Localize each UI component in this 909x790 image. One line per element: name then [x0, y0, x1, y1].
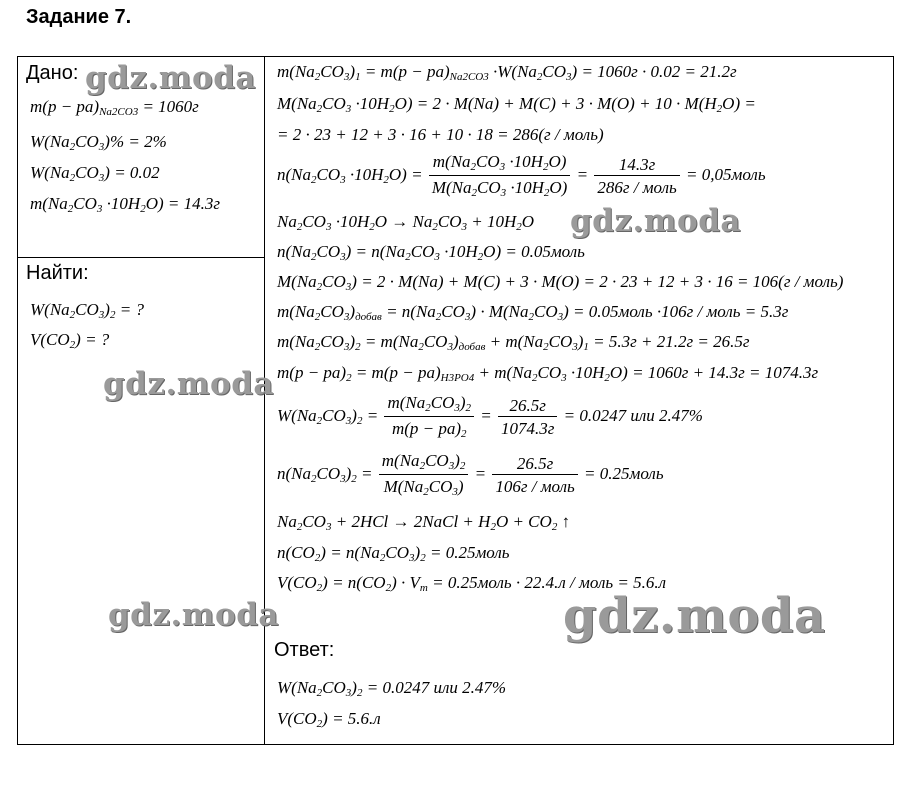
- fraction: $\frac{26.5г}{1074.3г}$: [498, 397, 557, 437]
- solution-line: $M(Na_2CO_3 \cdot 10H_2O) = 2 \cdot M(Na) + M(C) + 3 \cdot M(O) + 10 \cdot M(H_2O)$ =: [277, 94, 756, 115]
- watermark: gdz.moda: [103, 366, 274, 402]
- solution-line: $Na_2CO_3 + 2HCl$ → 2NaCl + $H_2O + CO_2$ ↑: [277, 512, 571, 533]
- solution-line: $M(Na_2CO_3) = 2 \cdot M(Na) + M(C) + 3 \cdot M(O) = 2 \cdot 23 + 12 + 3 \cdot 16 = 106(г$ / моль): [277, 272, 844, 293]
- solution-fraction-line: $W(Na_2CO_3)_2$ = $\frac{m(Na_2CO_3)_2}{m(p - pa)_2}$ = $\frac{26.5г}{1074.3г}$ = 0.0247 или 2.47%: [277, 393, 703, 440]
- watermark: gdz.moda: [85, 60, 256, 96]
- fraction: $\frac{26.5г}{\text{106г / моль}}$: [492, 455, 577, 495]
- solution-line: $m(Na_2CO_3)_2 = m(Na_2CO_3)_{добав} + m(Na_2CO_3)_1 = 5.3г + 21.2г = 26.5г$: [277, 332, 750, 353]
- given-line: $m(p - pa)_{Na2CO3} = 1060г$: [30, 97, 199, 118]
- given-line: $W(Na_2CO_3) = 0.02$: [30, 163, 160, 184]
- solution-line: $n(Na_2CO_3) = n(Na_2CO_3 \cdot 10H_2O)$ = 0.05моль: [277, 242, 585, 263]
- table-divider-horizontal: [17, 257, 265, 258]
- fraction: $\frac{m(Na_2CO_3 \cdot 10H_2O)}{M(Na_2CO_3 \cdot 10H_2O)}$: [429, 153, 571, 199]
- watermark: gdz.moda: [108, 597, 279, 633]
- answer-line: $V(CO_2) = 5.6.л$: [277, 709, 381, 730]
- answer-header: Ответ:: [274, 639, 335, 661]
- solution-line: $m(Na_2CO_3)_{добав} = n(Na_2CO_3) \cdot M(Na_2CO_3)$ = 0.05моль ·106г / моль = 5.3г: [277, 302, 789, 323]
- find-line: $V(CO_2)$ = ?: [30, 330, 110, 351]
- solution-line: $Na_2CO_3 \cdot 10H_2O \to Na_2CO_3 + 10H_2O$: [277, 212, 535, 233]
- fraction: $\frac{14.3г}{\text{286г / моль}}$: [594, 156, 679, 196]
- solution-line: $V(CO_2) = n(CO_2) \cdot V_m$ = 0.25моль · 22.4.л / моль = 5.6.л: [277, 573, 666, 594]
- solution-fraction-line: $n(Na_2CO_3 \cdot 10H_2O)$ = $\frac{m(Na_2CO_3 \cdot 10H_2O)}{M(Na_2CO_3 \cdot 10H_2O)}$ = $\frac{14.3г}{\text{286г / моль}}$ = 0,05моль: [277, 152, 766, 199]
- watermark: gdz.moda: [563, 588, 826, 644]
- solution-line: = 2 · 23 + 12 + 3 · 16 + 10 · 18 = 286(г / моль): [277, 125, 604, 144]
- given-header: Дано:: [26, 62, 79, 84]
- solution-line: $m(p - pa)_2 = m(p - pa)_{H3PO4} + m(Na_2CO_3 \cdot 10H_2O) = 1060г + 14.3г = 1074.3г$: [277, 363, 819, 384]
- answer-line: $W(Na_2CO_3)_2 = 0.0247$ или 2.47%: [277, 678, 507, 699]
- solution-line: $n(CO_2) = n(Na_2CO_3)_2$ = 0.25моль: [277, 543, 510, 564]
- given-line: $W(Na_2CO_3)\% = 2\%$: [30, 132, 167, 153]
- watermark: gdz.moda: [570, 203, 741, 239]
- solution-fraction-line: $n(Na_2CO_3)_2$ = $\frac{m(Na_2CO_3)_2}{M(Na_2CO_3)}$ = $\frac{26.5г}{\text{106г / моль}}$ = 0.25моль: [277, 451, 664, 498]
- given-line: $m(Na_2CO_3 \cdot 10H_2O) = 14.3г$: [30, 194, 220, 215]
- task-title: Задание 7.: [26, 6, 132, 28]
- fraction: $\frac{m(Na_2CO_3)_2}{M(Na_2CO_3)}$: [379, 452, 469, 498]
- find-header: Найти:: [26, 262, 89, 284]
- solution-line: $m(Na_2CO_3)_1 = m(p - pa)_{Na2CO3} \cdot W(Na_2CO_3) = 1060г \cdot 0.02 = 21.2г$: [277, 62, 737, 83]
- find-line: $W(Na_2CO_3)_2$ = ?: [30, 300, 144, 321]
- fraction: $\frac{m(Na_2CO_3)_2}{m(p - pa)_2}$: [384, 394, 474, 440]
